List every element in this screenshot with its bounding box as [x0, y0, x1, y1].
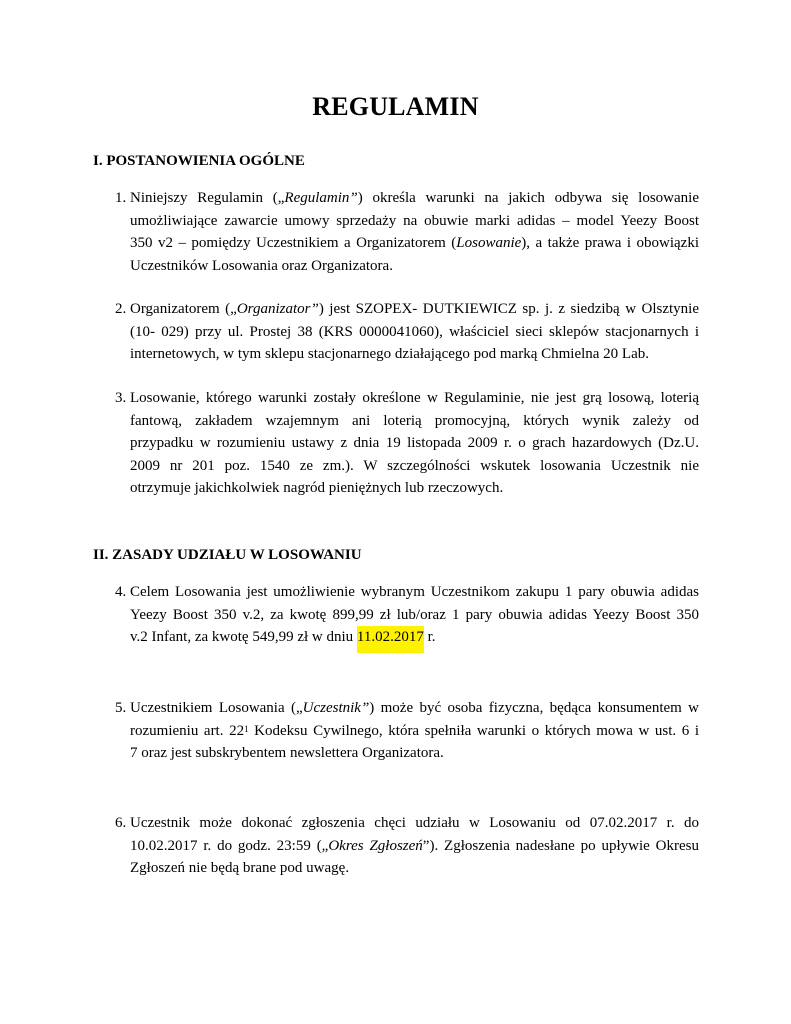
highlighted-date: 11.02.2017 — [357, 626, 424, 653]
item-number: 2. — [115, 301, 127, 317]
item-line: 350 v2 – pomiędzy Uczestnikiem a Organizatorem (Losowanie), a także prawa i obowiązki — [130, 235, 699, 251]
section-heading-rules: II. ZASADY UDZIAŁU W LOSOWANIU — [93, 547, 362, 563]
item-line: Celem Losowania jest umożliwienie wybranym Uczestnikom zakupu 1 pary obuwia adidas — [130, 584, 699, 600]
item-line: Niniejszy Regulamin („Regulamin”) określa warunki na jakich odbywa się losowanie — [130, 190, 700, 206]
item-line: przypadku w rozumieniu ustawy z dnia 19 listopada 2009 r. o grach hazardowych (Dz.U. — [130, 435, 699, 451]
item-line: umożliwiające zawarcie umowy sprzedaży na obuwie marki adidas – model Yeezy Boost — [130, 212, 699, 229]
item-line: Uczestnikiem Losowania („Uczestnik”) może być osoba fizyczna, będąca konsumentem w — [130, 700, 699, 716]
list-item-6 — [93, 812, 699, 880]
item-number: 5. — [115, 700, 127, 716]
item-line: v.2 Infant, za kwotę 549,99 zł w dniu 11.02.2017 r. — [130, 626, 699, 649]
document-title: REGULAMIN — [312, 92, 479, 121]
list-item-5 — [93, 697, 699, 765]
item-line: 10.02.2017 r. do godz. 23:59 („Okres Zgłoszeń”). Zgłoszenia nadesłane po upływie Okresu — [130, 837, 699, 854]
item-line: Losowanie, którego warunki zostały określone w Regulaminie, nie jest grą losową, loterią — [130, 390, 699, 406]
item-line: Organizatorem („Organizator”) jest SZOPEX- DUTKIEWICZ sp. j. z siedzibą w Olsztynie — [130, 301, 700, 317]
list-item-1 — [93, 187, 699, 277]
list-item-4 — [93, 581, 699, 649]
item-number: 4. — [115, 584, 127, 600]
item-line: Uczestnik może dokonać zgłoszenia chęci udziału w Losowaniu od 07.02.2017 r. do — [130, 815, 699, 831]
item-line: fantową, zakładem wzajemnym ani loterią promocyjną, których wynik zależy od — [130, 412, 699, 429]
item-line: 7 oraz jest subskrybentem newslettera Organizatora. — [130, 745, 444, 761]
item-line: Uczestników Losowania oraz Organizatora. — [130, 257, 393, 274]
item-line: rozumieniu art. $22^1$ Kodeksu Cywilnego, która spełniła warunki o których mowa w ust. 6 i — [130, 722, 699, 739]
item-line: otrzymuje jakichkolwiek nagród pieniężnych lub rzeczowych. — [130, 480, 504, 496]
list-item-2 — [93, 298, 699, 366]
item-number: 1. — [115, 190, 127, 206]
item-line: (10- 029) przy ul. Prostej 38 (KRS 0000041060), właściciel sieci sklepów stacjonarnych i — [130, 323, 699, 340]
item-number: 6. — [115, 815, 127, 831]
list-item-3 — [93, 387, 699, 500]
item-line: internetowych, w tym sklepu stacjonarnego działającego pod marką Chmielna 20 Lab. — [130, 346, 650, 362]
item-line: Yeezy Boost 350 v.2, za kwotę 899,99 zł lub/oraz 1 pary obuwia adidas Yeezy Boost 350 — [130, 606, 699, 623]
section-heading-general: I. POSTANOWIENIA OGÓLNE — [93, 153, 305, 169]
item-line: Zgłoszeń nie będą brane pod uwagę. — [130, 860, 350, 876]
superscript: 1 — [244, 723, 249, 734]
item-line: 2009 nr 201 poz. 1540 ze zm.). W szczególności wskutek losowania Uczestnik nie — [130, 457, 699, 474]
item-number: 3. — [115, 390, 127, 406]
